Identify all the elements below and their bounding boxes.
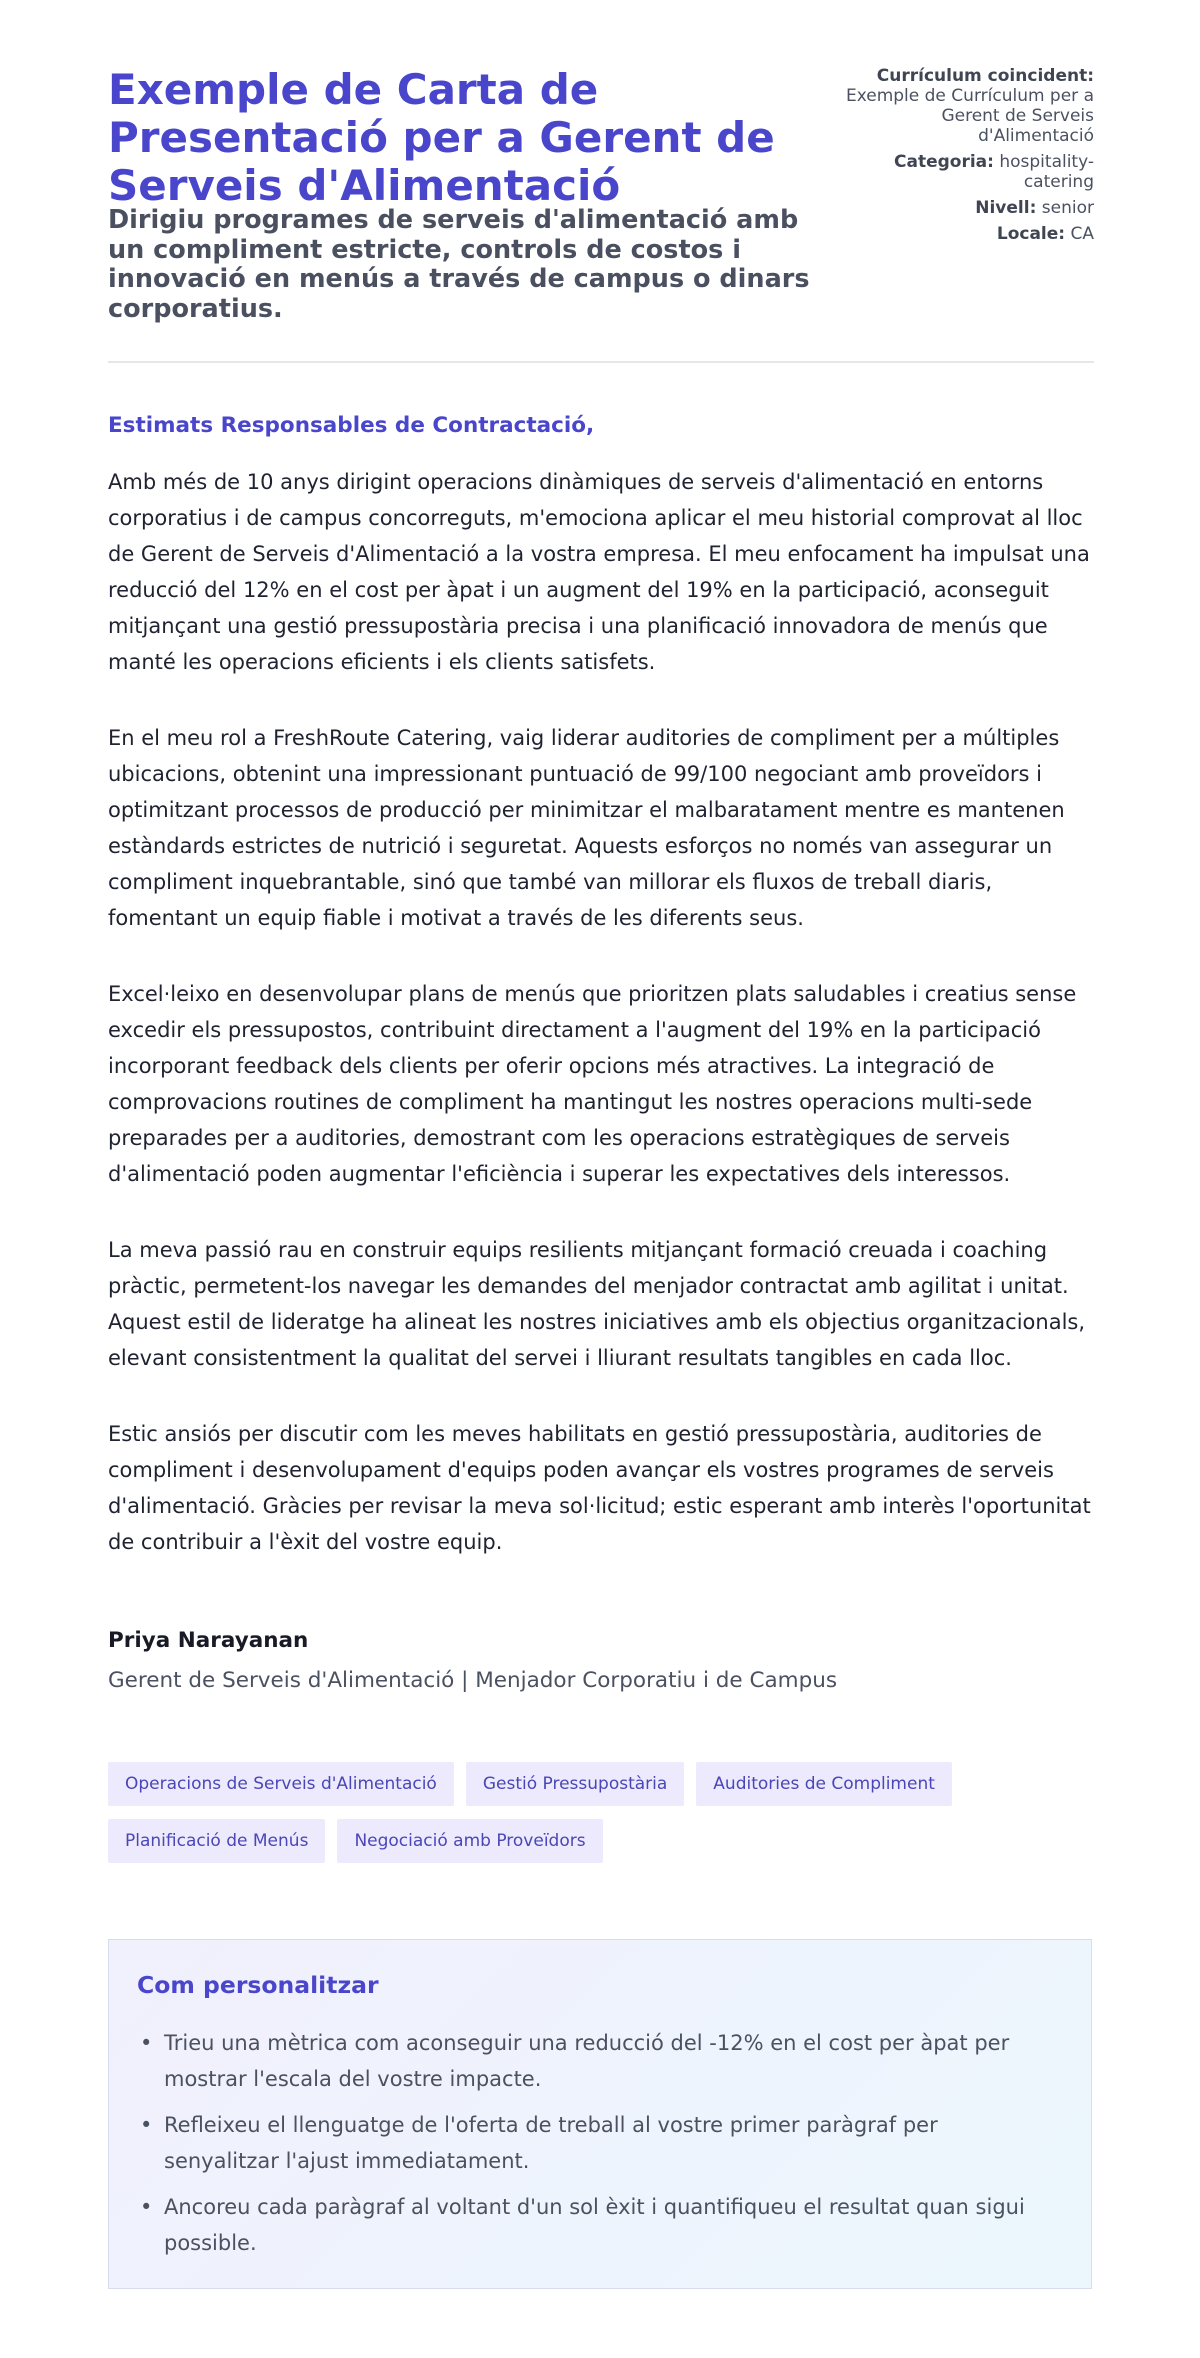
meta-panel (834, 66, 1094, 250)
letter-paragraph: En el meu rol a FreshRoute Catering, vaig liderar auditories de compliment per a múltiples ubicacions, obtenint una impressionant puntuació de 99/100 negociant amb proveïdors i optimitzant processos de producció per minimitzar el malbaratament mentre es mantenen estàndards estrictes de nutrició i seguretat. Aquests esforços no només van assegurar un compliment inquebrantable, sinó que també van millorar els fluxos de treball diaris, fomentant un equip fiable i motivat a través de les diferents seus. (108, 726, 1065, 930)
skill-tag: Operacions de Serveis d'Alimentació (108, 1762, 454, 1806)
meta-category-value: hospitality-catering (999, 152, 1094, 192)
meta-level-label: Nivell: (975, 198, 1037, 218)
letter-paragraph: Estic ansiós per discutir com les meves habilitats en gestió pressupostària, auditories de compliment i desenvolupament d'equips poden avançar els vostres programes de serveis d'alimentació. Gràcies per revisar la meva sol·licitud; estic esperant amb interès l'oportunitat de contribuir a l'èxit del vostre equip. (108, 1422, 1091, 1554)
skill-tag: Gestió Pressupostària (466, 1762, 684, 1806)
tip-item (137, 2025, 1057, 2097)
page-title: Exemple de Carta de Presentació per a Gerent de Serveis d'Alimentació (108, 65, 775, 210)
meta-category (834, 152, 1094, 192)
letter-greeting: Estimats Responsables de Contractació, (108, 413, 595, 438)
header-divider (108, 361, 1094, 363)
signature-name: Priya Narayanan (108, 1628, 309, 1653)
letter-paragraph: Amb més de 10 anys dirigint operacions dinàmiques de serveis d'alimentació en entorns corporatius i de campus concorreguts, m'emociona aplicar el meu historial comprovat al lloc de Gerent de Serveis d'Alimentació a la vostra empresa. El meu enfocament ha impulsat una reducció del 12% en el cost per àpat i un augment del 19% en la participació, aconseguit mitjançant una gestió pressupostària precisa i una planificació innovadora de menús que manté les operacions eficients i els clients satisfets. (108, 470, 1090, 674)
meta-resume-label: Currículum coincident: (876, 66, 1094, 86)
meta-resume-value: Exemple de Currículum per a Gerent de Serveis d'Alimentació (845, 86, 1094, 146)
tag-row (108, 1819, 1098, 1863)
tips-list (137, 2025, 1057, 2271)
letter-paragraph: Excel·leixo en desenvolupar plans de menús que prioritzen plats saludables i creatius sense excedir els pressupostos, contribuint directament a l'augment del 19% en la participació incorporant feedback dels clients per oferir opcions més atractives. La integració de comprovacions routines de compliment ha mantingut les nostres operacions multi-sede preparades per a auditories, demostrant com les operacions estratègiques de serveis d'alimentació poden augmentar l'eficiència i superar les expectatives dels interessos. (108, 982, 1077, 1186)
skill-tag: Planificació de Menús (108, 1819, 325, 1863)
letter-body (108, 464, 1098, 1600)
page-subtitle: Dirigiu programes de serveis d'alimentació amb un compliment estricte, controls de costos i innovació en menús a través de campus o dinars corporatius. (108, 205, 810, 324)
bullet-icon: • (140, 2031, 153, 2055)
meta-locale-label: Locale: (996, 224, 1066, 244)
meta-level (834, 198, 1094, 218)
tip-item (137, 2107, 1057, 2179)
bullet-icon: • (140, 2195, 153, 2219)
letter-paragraph: La meva passió rau en construir equips resilients mitjançant formació creuada i coaching pràctic, permetent-los navegar les demandes del menjador contractat amb agilitat i unitat. Aquest estil de lideratge ha alineat les nostres iniciatives amb els objectius organitzacionals, elevant consistentment la qualitat del servei i lliurant resultats tangibles en cada lloc. (108, 1238, 1086, 1370)
tip-text: Refleixeu el llenguatge de l'oferta de treball al vostre primer paràgraf per senyalitzar l'ajust immediatament. (164, 2113, 938, 2173)
meta-category-label: Categoria: (894, 152, 994, 172)
meta-locale (834, 224, 1094, 244)
meta-resume (834, 66, 1094, 146)
skill-tag: Auditories de Compliment (696, 1762, 952, 1806)
tips-title: Com personalitzar (137, 1971, 379, 1999)
tip-text: Trieu una mètrica com aconseguir una reducció del -12% en el cost per àpat per mostrar l'escala del vostre impacte. (164, 2031, 1010, 2091)
tip-text: Ancoreu cada paràgraf al voltant d'un sol èxit i quantifiqueu el resultat quan sigui possible. (164, 2195, 1025, 2255)
meta-locale-value: CA (1070, 224, 1094, 244)
meta-level-value: senior (1041, 198, 1094, 218)
tag-row (108, 1762, 1098, 1806)
bullet-icon: • (140, 2113, 153, 2137)
signature-title: Gerent de Serveis d'Alimentació | Menjador Corporatiu i de Campus (108, 1668, 838, 1693)
skill-tag: Negociació amb Proveïdors (337, 1819, 602, 1863)
signature (108, 1626, 1098, 1696)
skill-tags (108, 1762, 1098, 1876)
customization-tips-box (108, 1939, 1092, 2289)
tip-item (137, 2189, 1057, 2261)
